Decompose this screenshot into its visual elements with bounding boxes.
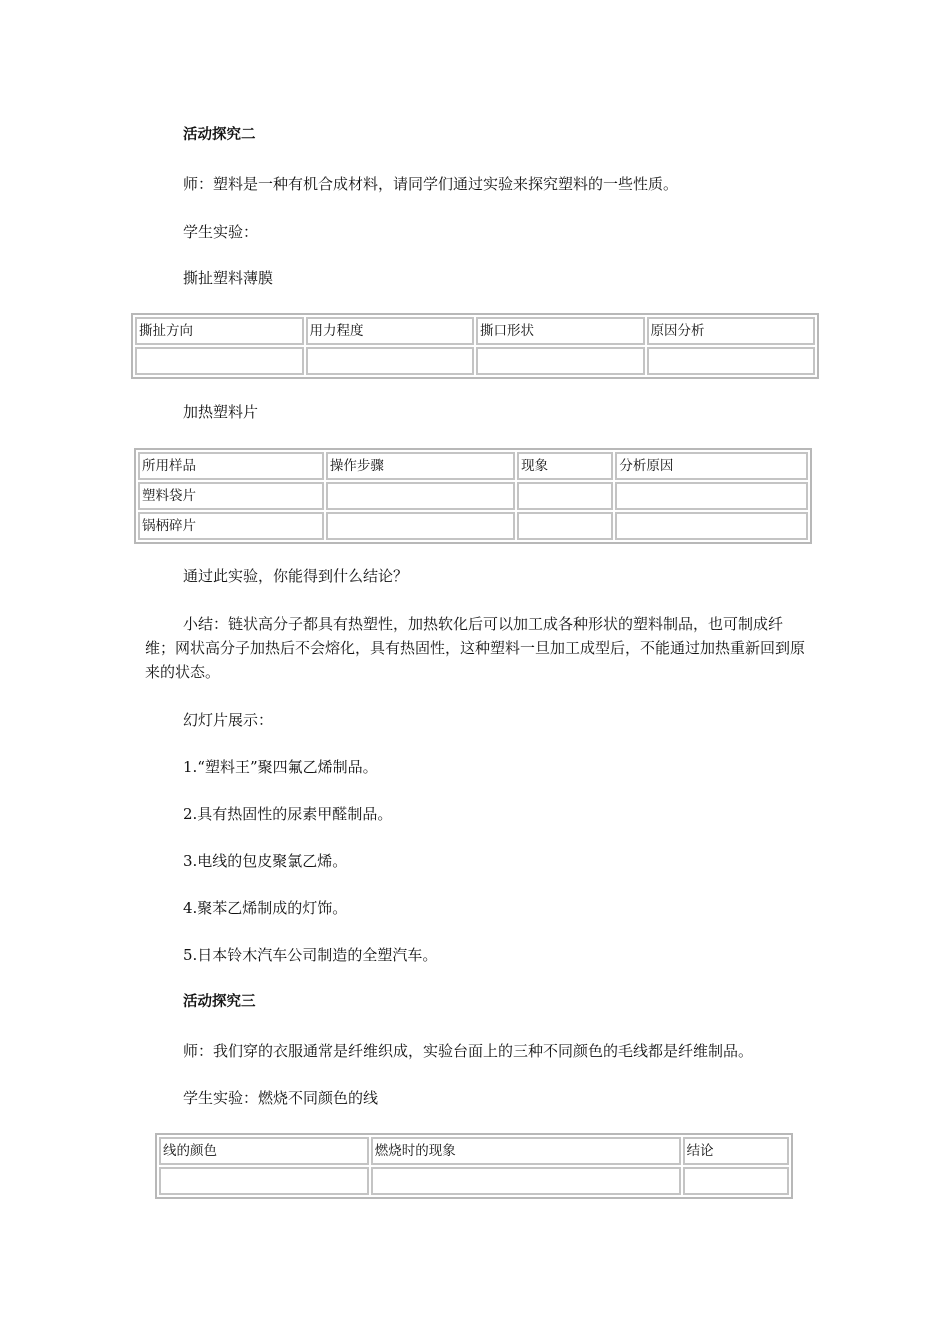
header-cell: 所用样品 [138, 452, 324, 480]
slide-item: 5.日本铃木汽车公司制造的全塑汽车。 [183, 946, 438, 964]
table-header-row [138, 452, 808, 480]
experiment-2-title: 加热塑料片 [183, 403, 259, 421]
slide-item: 2.具有热固性的尿素甲醛制品。 [183, 805, 393, 823]
header-cell: 线的颜色 [159, 1137, 369, 1165]
table-heating [134, 448, 812, 544]
table-header-row [135, 317, 815, 345]
table-burning [155, 1133, 793, 1199]
experiment-1-title: 撕扯塑料薄膜 [183, 269, 274, 287]
table-row [138, 512, 808, 540]
student-experiment-label-2: 学生实验：燃烧不同颜色的线 [183, 1089, 379, 1107]
header-cell: 分析原因 [615, 452, 808, 480]
slide-item: 3.电线的包皮聚氯乙烯。 [183, 852, 348, 870]
conclusion-question: 通过此实验，你能得到什么结论？ [183, 567, 409, 585]
table-cell [326, 482, 515, 510]
summary-paragraph: 小结：链状高分子都具有热塑性，加热软化后可以加工成各种形状的塑料制品，也可制成纤维；网状高分子加热后不会熔化，具有热固性，这种塑料一旦加工成型后，不能通过加热重新回到原来的状态。 [145, 615, 806, 681]
slide-item: 4.聚苯乙烯制成的灯饰。 [183, 899, 348, 917]
table-row [159, 1167, 789, 1195]
table-cell [683, 1167, 789, 1195]
header-cell: 结论 [683, 1137, 789, 1165]
header-cell: 撕扯方向 [135, 317, 304, 345]
table-cell [476, 347, 645, 375]
table-row [138, 482, 808, 510]
table-cell [517, 482, 613, 510]
table-cell: 塑料袋片 [138, 482, 324, 510]
teacher-intro-2: 师：我们穿的衣服通常是纤维织成，实验台面上的三种不同颜色的毛线都是纤维制品。 [183, 1042, 754, 1060]
teacher-intro-1: 师：塑料是一种有机合成材料，请同学们通过实验来探究塑料的一些性质。 [183, 175, 679, 193]
table-cell [159, 1167, 369, 1195]
table-cell [517, 512, 613, 540]
table-tearing [131, 313, 819, 379]
table-cell [135, 347, 304, 375]
table-cell [371, 1167, 681, 1195]
header-cell: 原因分析 [647, 317, 816, 345]
table-cell: 锅柄碎片 [138, 512, 324, 540]
table-cell [615, 482, 808, 510]
table-cell [326, 512, 515, 540]
slide-item: 1.“塑料王”聚四氟乙烯制品。 [183, 758, 378, 776]
heading-activity-3: 活动探究三 [183, 994, 256, 1010]
table-cell [306, 347, 475, 375]
slides-title: 幻灯片展示： [183, 711, 274, 729]
header-cell: 燃烧时的现象 [371, 1137, 681, 1165]
table-cell [647, 347, 816, 375]
table-row [135, 347, 815, 375]
header-cell: 用力程度 [306, 317, 475, 345]
student-experiment-label-1: 学生实验： [183, 223, 259, 241]
header-cell: 操作步骤 [326, 452, 515, 480]
header-cell: 现象 [517, 452, 613, 480]
heading-activity-2: 活动探究二 [183, 127, 256, 143]
table-cell [615, 512, 808, 540]
table-header-row [159, 1137, 789, 1165]
header-cell: 撕口形状 [476, 317, 645, 345]
